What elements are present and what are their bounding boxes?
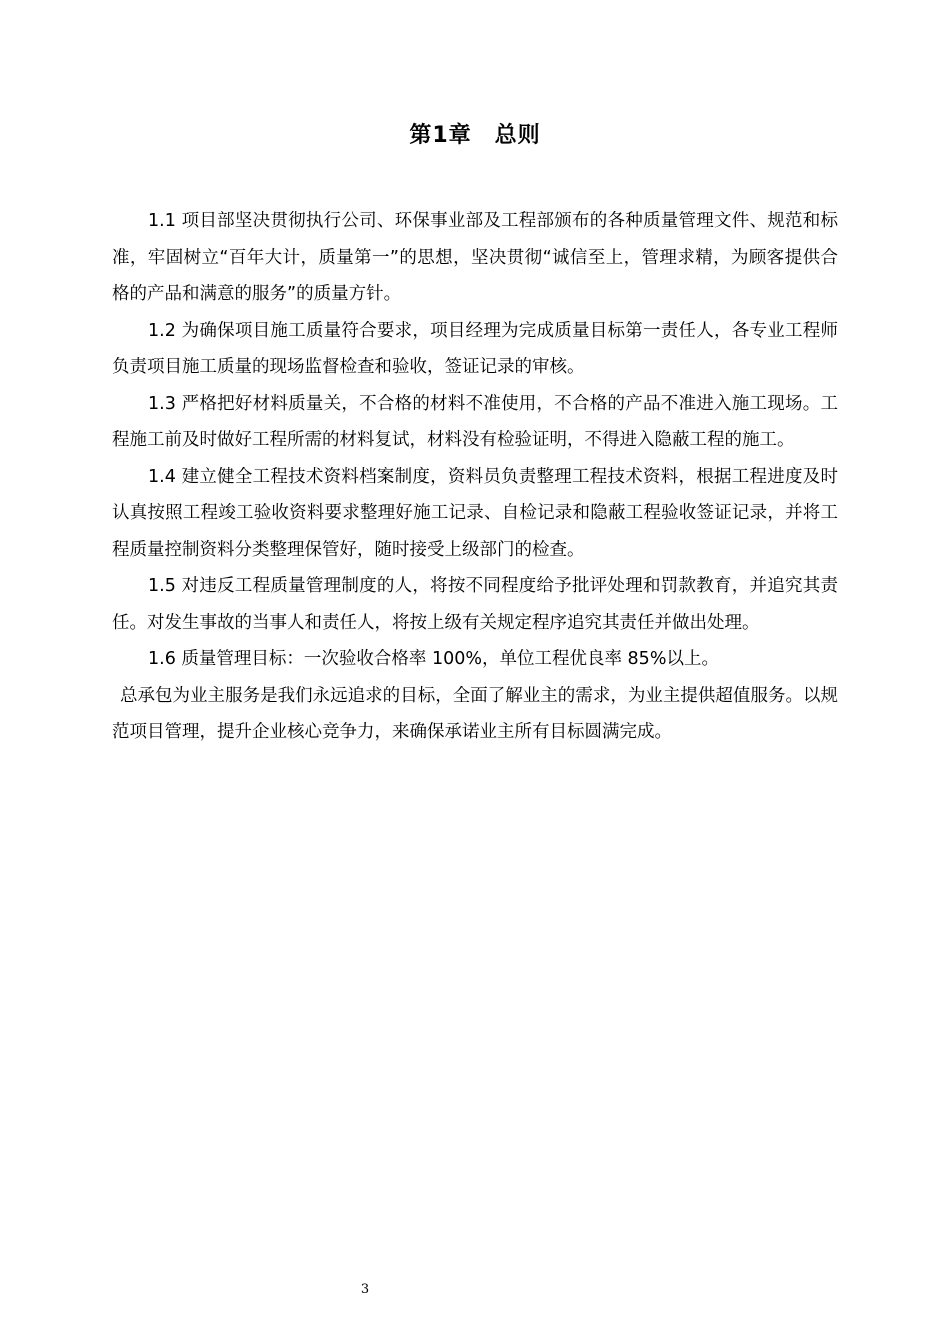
paragraph-1-4: 1.4 建立健全工程技术资料档案制度，资料员负责整理工程技术资料，根据工程进度及时认真按照工程竣工验收资料要求整理好施工记录、自检记录和隐蔽工程验收签证记录，并将工程质量控制资料分类整理保管好，随时接受上级部门的检查。 [112, 466, 838, 560]
chapter-title: 第1章 总则 [409, 123, 541, 148]
paragraph-1-1: 1.1 项目部坚决贯彻执行公司、环保事业部及工程部颁布的各种质量管理文件、规范和标准，牢固树立“百年大计，质量第一”的思想，坚决贯彻“诚信至上，管理求精，为顾客提供合格的产品和满意的服务”的质量方针。 [112, 211, 838, 304]
paragraph-1-2: 1.2 为确保项目施工质量符合要求，项目经理为完成质量目标第一责任人，各专业工程师负责项目施工质量的现场监督检查和验收，签证记录的审核。 [112, 320, 838, 377]
body-text [112, 203, 838, 751]
page-number: 3 [360, 1282, 370, 1297]
paragraph-1-3: 1.3 严格把好材料质量关，不合格的材料不准使用，不合格的产品不准进入施工现场。工程施工前及时做好工程所需的材料复试，材料没有检验证明，不得进入隐蔽工程的施工。 [112, 393, 838, 450]
paragraph-1-6: 1.6 质量管理目标：一次验收合格率 100%，单位工程优良率 85%以上。 [148, 649, 719, 669]
closing-paragraph: 总承包为业主服务是我们永远追求的目标，全面了解业主的需求，为业主提供超值服务。以规范项目管理，提升企业核心竞争力，来确保承诺业主所有目标圆满完成。 [112, 685, 838, 742]
paragraph-1-5: 1.5 对违反工程质量管理制度的人，将按不同程度给予批评处理和罚款教育，并追究其责任。对发生事故的当事人和责任人，将按上级有关规定程序追究其责任并做出处理。 [112, 576, 838, 633]
